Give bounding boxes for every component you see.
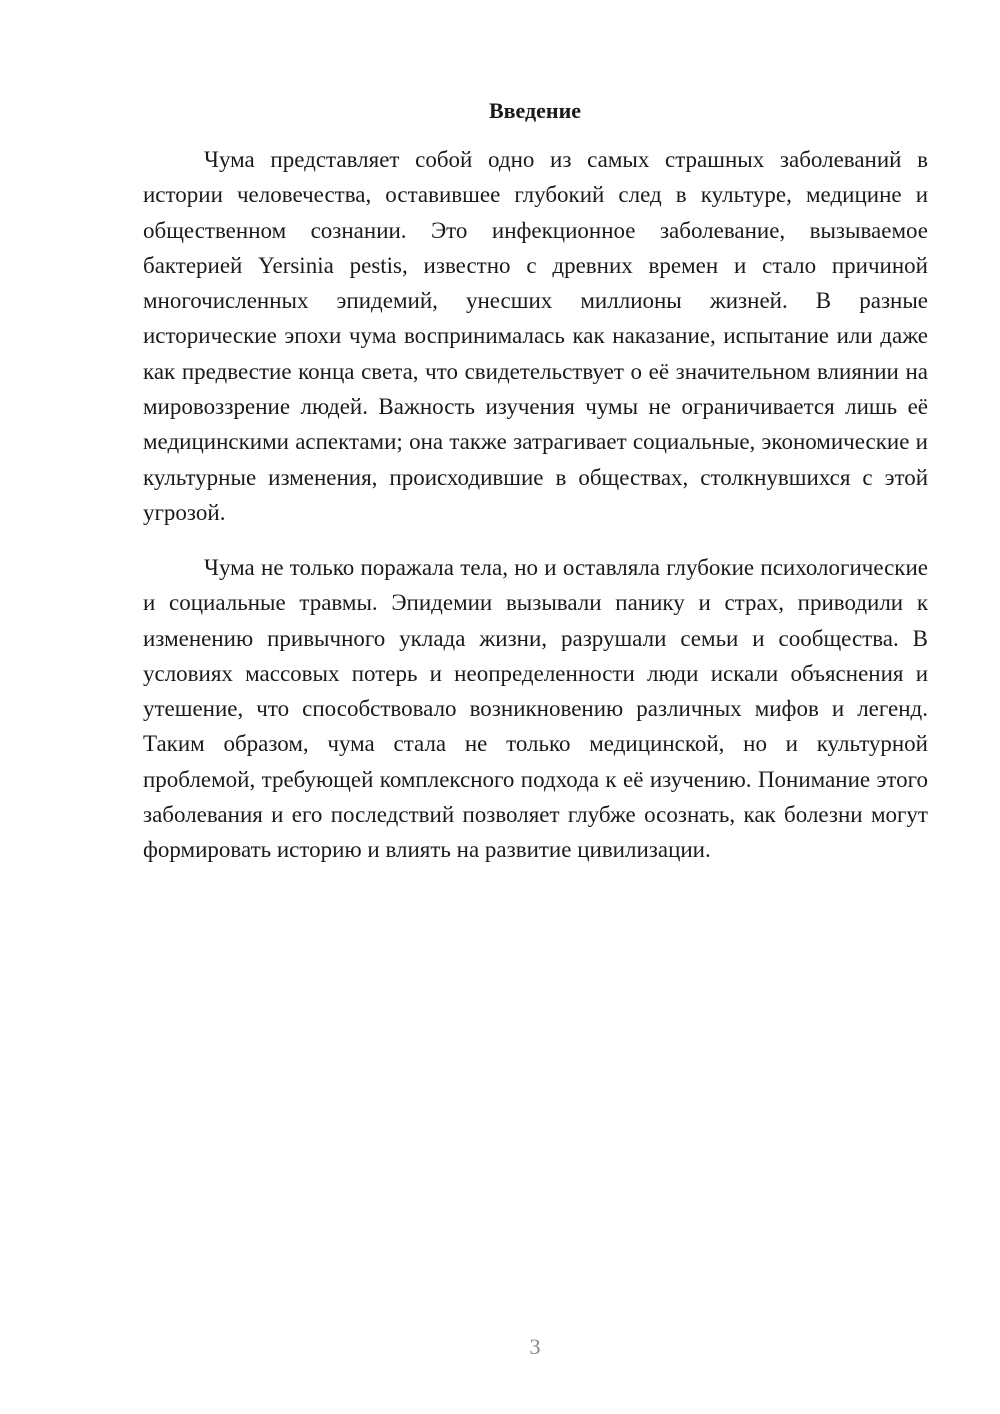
paragraph-1: Чума представляет собой одно из самых страшных заболеваний в истории человечества, оставившее глубокий след в культуре, медицине и общественном сознании. Это инфекционное заболевание, вызываемое бактерией Yersinia pestis, известно с древних времен и стало причиной многочисленных эпидемий, унесших миллионы жизней. В разные исторические эпохи чума воспринималась как наказание, испытание или даже как предвестие конца света, что свидетельствует о её значительном влиянии на мировоззрение людей. Важность изучения чумы не ограничивается лишь её медицинскими аспектами; она также затрагивает социальные, экономические и культурные изменения, происходившие в обществах, столкнувшихся с этой угрозой. — [143, 147, 928, 525]
page-number: 3 — [529, 1334, 541, 1359]
paragraph-2: Чума не только поражала тела, но и оставляла глубокие психологические и социальные травмы. Эпидемии вызывали панику и страх, приводили к изменению привычного уклада жизни, разрушали семьи и сообщества. В условиях массовых потерь и неопределенности люди искали объяснения и утешение, что способствовало возникновению различных мифов и легенд. Таким образом, чума стала не только медицинской, но и культурной проблемой, требующей комплексного подхода к её изучению. Понимание этого заболевания и его последствий позволяет глубже осознать, как болезни могут формировать историю и влиять на развитие цивилизации. — [143, 555, 928, 863]
section-title: Введение — [488, 98, 582, 123]
